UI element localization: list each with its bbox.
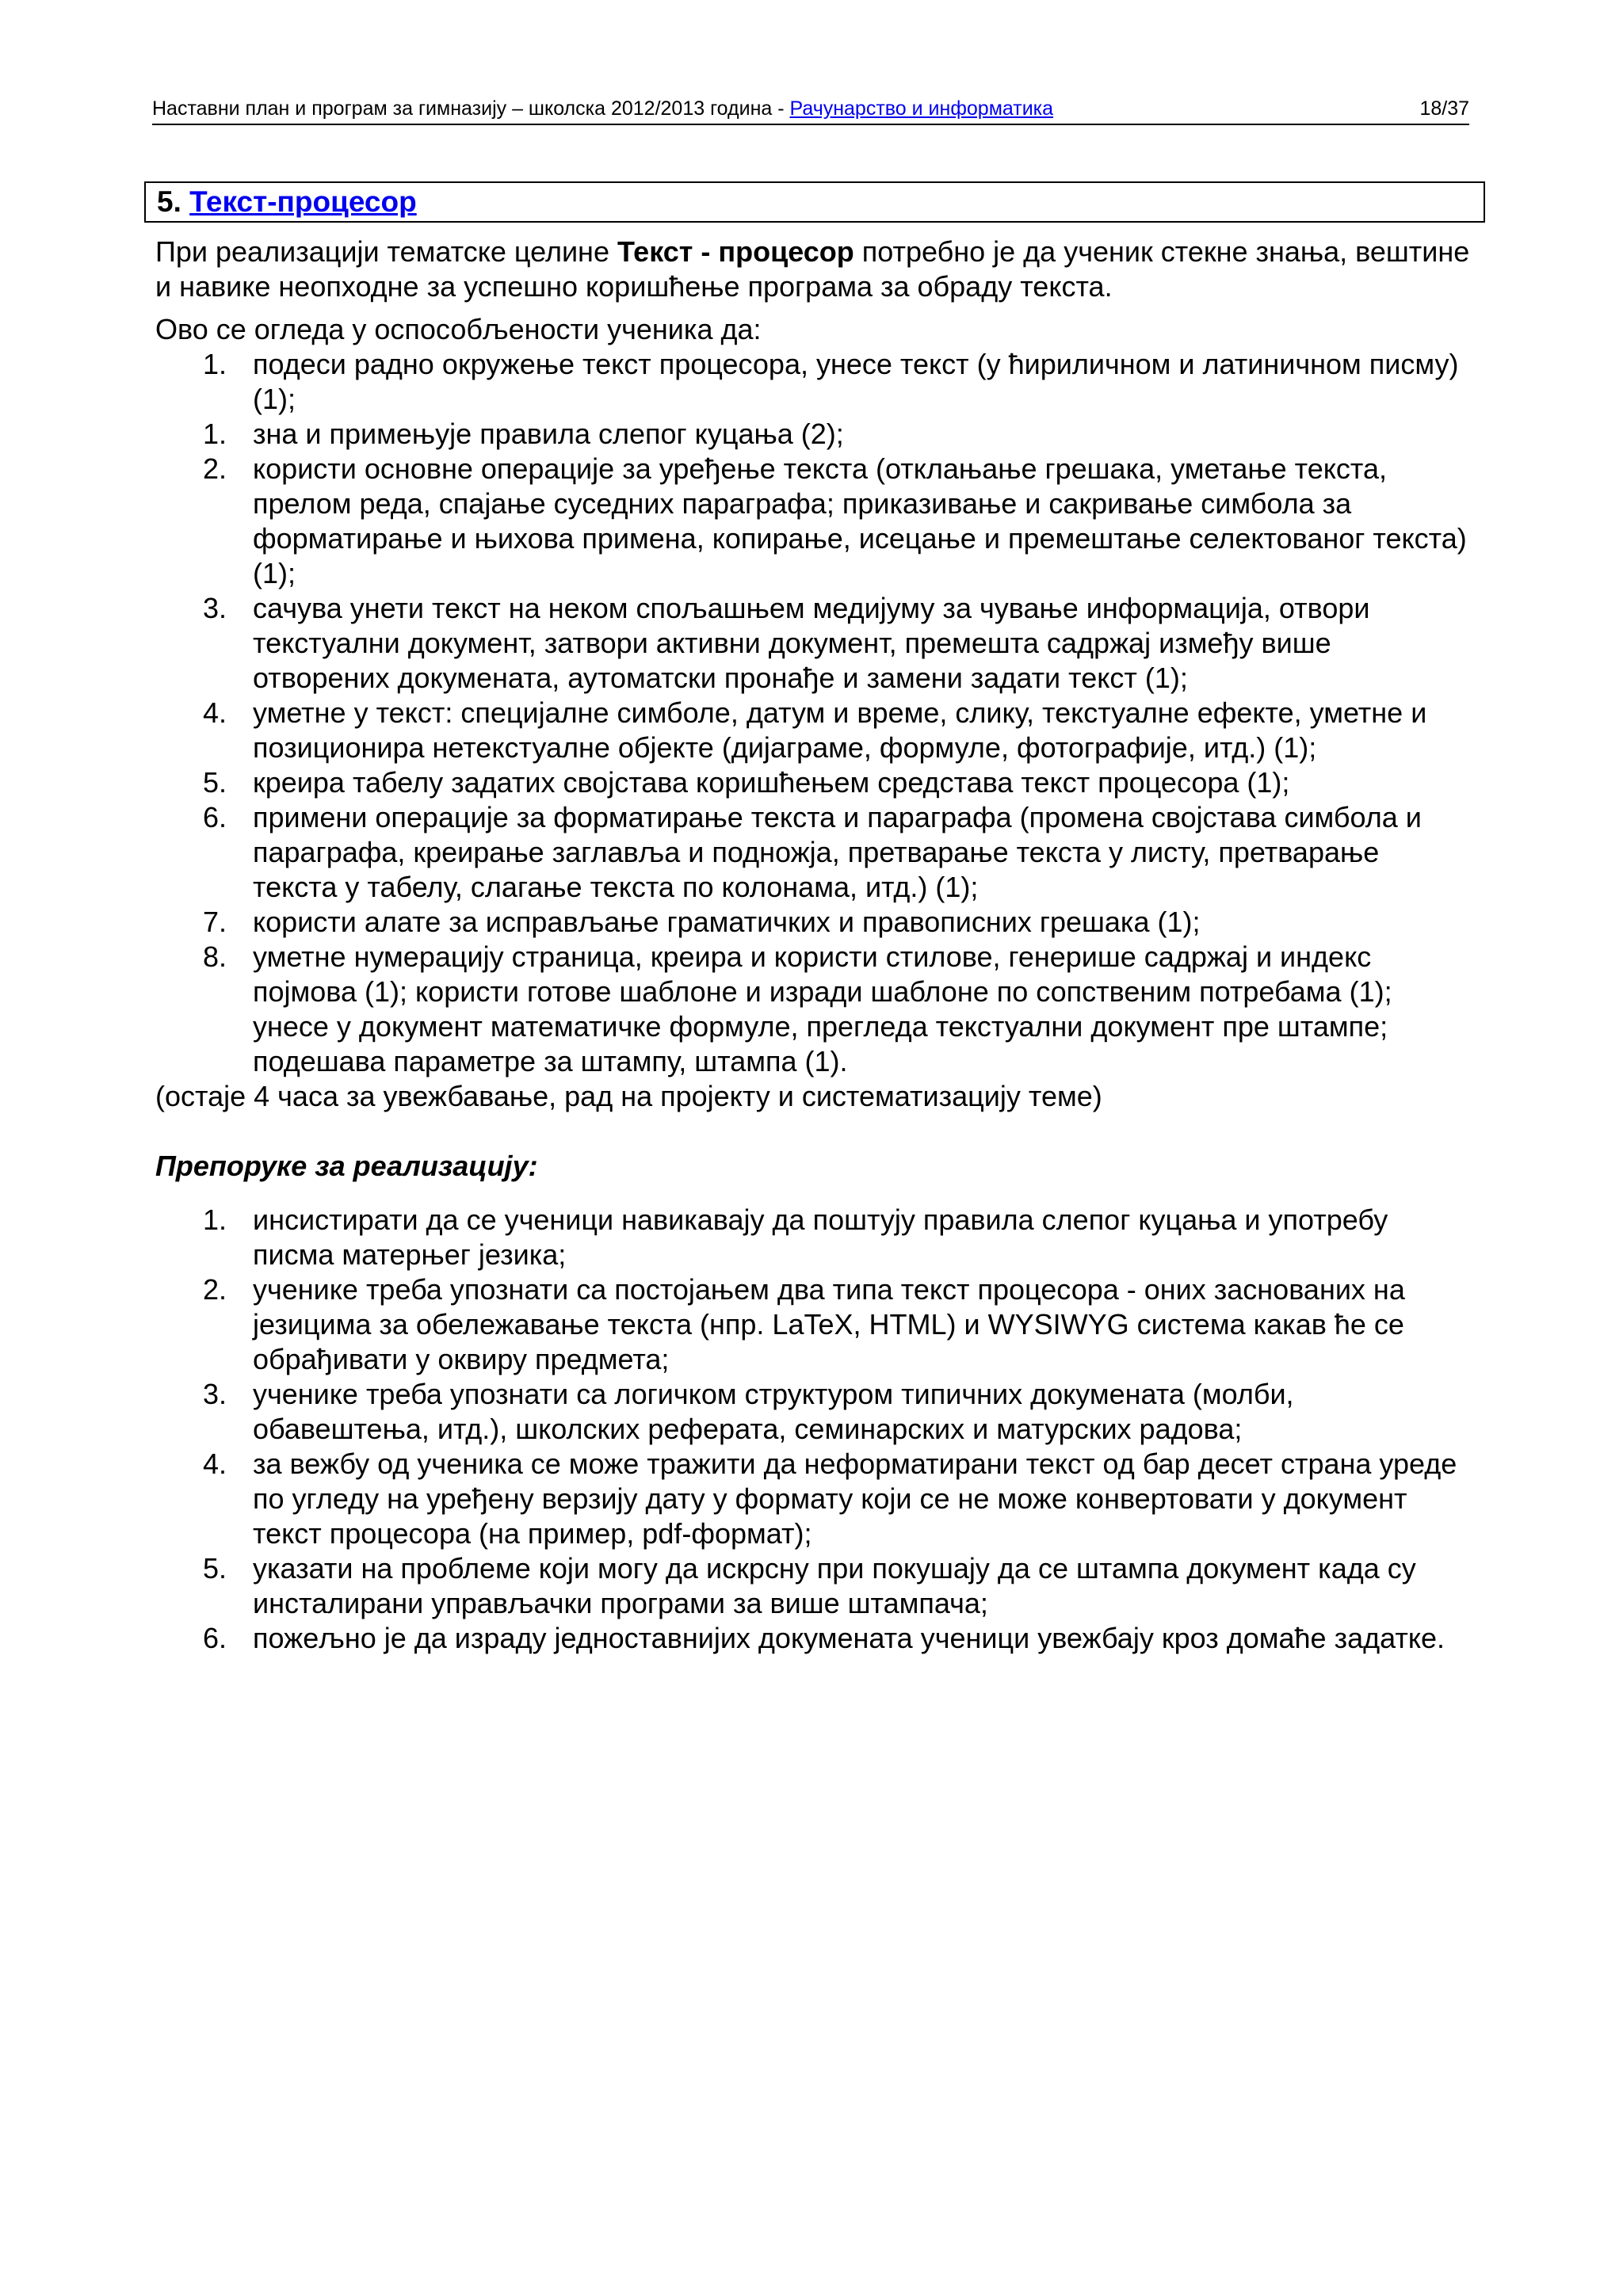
recommendation-item-number: 3.	[203, 1378, 227, 1410]
recommendation-item	[155, 1377, 1471, 1447]
goal-item	[155, 417, 1471, 452]
recommendation-item	[155, 1272, 1471, 1377]
goal-item-number: 6.	[203, 801, 227, 833]
goal-item	[155, 765, 1471, 800]
recommendation-item-number: 6.	[203, 1622, 227, 1654]
goal-item-text: зна и примењује правила слепог куцања (2);	[253, 418, 844, 450]
goal-item-text: подеси радно окружење текст процесора, унесе текст (у ћириличном и латиничном писму) (1);	[253, 348, 1459, 415]
goal-item	[155, 452, 1471, 591]
page-number: 18/37	[1419, 97, 1469, 120]
goal-item-number: 1.	[203, 348, 227, 380]
remainder-note: (остаје 4 часа за увежбавање, рад на пројекту и систематизацију теме)	[155, 1080, 1102, 1112]
goal-item-text: креира табелу задатих својстава коришћењем средстава текст процесора (1);	[253, 766, 1290, 799]
goal-item-number: 5.	[203, 766, 227, 799]
intro-text-start: При реализацији тематске целине	[155, 235, 617, 268]
recommendation-item	[155, 1447, 1471, 1551]
recommendation-item	[155, 1551, 1471, 1621]
intro-text-end: потребно је да ученик стекне знања, вештине и навике неопходне за успешно коришћење програма за обраду текста.	[155, 235, 1470, 303]
document-title	[152, 93, 1053, 124]
goal-item-text: примени операције за форматирање текста и параграфа (промена својстава симбола и параграфа, креирање заглавља и подножја, претварање текста у листу, претварање текста у табелу, слагање текста по колонама, итд.) (1);	[253, 801, 1422, 903]
goal-item	[155, 905, 1471, 940]
recommendation-item	[155, 1203, 1471, 1272]
recommendation-item-text: ученике треба упознати са логичком структуром типичних докумената (молби, обавештења, итд.), школских реферата, семинарских и матурских радова;	[253, 1378, 1294, 1445]
section-number: 5.	[157, 185, 181, 218]
recommendation-item-text: указати на проблеме који могу да искрсну при покушају да се штампа документ када су инсталирани управљачки програми за више штампача;	[253, 1552, 1416, 1619]
recommendation-item-text: пожељно је да израду једноставнијих докумената ученици увежбају кроз домаће задатке.	[253, 1622, 1445, 1654]
subject-link[interactable]: Рачунарство и информатика	[789, 97, 1054, 120]
recommendation-item-text: за вежбу од ученика се може тражити да неформатирани текст од бар десет страна уреде по угледу на уређену верзију дату у формату који се не може конвертовати у документ текст процесора (на пример, pdf-формат);	[253, 1447, 1457, 1550]
section-heading	[144, 181, 1485, 223]
goal-item-text: користи алате за исправљање граматичких и правописних грешака (1);	[253, 906, 1201, 938]
goal-item	[155, 347, 1471, 417]
recommendation-item-text: инсистирати да се ученици навикавају да поштују правила слепог куцања и употребу писма матерњег језика;	[253, 1203, 1388, 1271]
section-title-link[interactable]: Текст-процесор	[189, 185, 417, 218]
main-content	[155, 235, 1471, 1656]
goal-item-text: користи основне операције за уређење текста (отклањање грешака, уметање текста, прелом реда, спајање суседних параграфа; приказивање и сакривање симбола за форматирање и њихова примена, копирање, исецање и премештање селектованог текста) (1);	[253, 452, 1467, 589]
document-title-text: Наставни план и програм за гимназију – школска 2012/2013 година -	[152, 97, 790, 120]
intro-bold-term: Текст - процесор	[617, 235, 854, 268]
recommendation-item-number: 2.	[203, 1273, 227, 1306]
goal-item-text: уметне нумерацију страница, креира и користи стилове, генерише садржај и индекс појмова (1); користи готове шаблоне и изради шаблоне по сопственим потребама (1); унесе у документ математичке формуле, прегледа текстуални документ пре штампе; подешава параметре за штампу, штампа (1).	[253, 940, 1392, 1077]
goal-item-number: 3.	[203, 592, 227, 624]
goal-item	[155, 800, 1471, 905]
intro-paragraph	[155, 235, 1471, 304]
goal-item-number: 8.	[203, 940, 227, 973]
goal-item-number: 2.	[203, 452, 227, 485]
recommendation-item-text: ученике треба упознати са постојањем два типа текст процесора - оних заснованих на језицима за обележавање текста (нпр. LaTeX, HTML) и WYSIWYG система какав ће се обрађивати у оквиру предмета;	[253, 1273, 1405, 1375]
intro-second-line: Ово се огледа у оспособљености ученика да:	[155, 313, 762, 345]
goals-list	[155, 347, 1471, 1079]
recommendation-item-number: 1.	[203, 1203, 227, 1236]
goal-item-number: 1.	[203, 418, 227, 450]
goal-item	[155, 940, 1471, 1079]
goal-item-number: 7.	[203, 906, 227, 938]
goal-item-text: сачува унети текст на неком спољашњем медијуму за чување информација, отвори текстуални документ, затвори активни документ, премешта садржај између више отворених докумената, аутоматски пронађе и замени задати текст (1);	[253, 592, 1370, 694]
recommendation-item-number: 5.	[203, 1552, 227, 1585]
goal-item	[155, 591, 1471, 696]
goal-item-number: 4.	[203, 696, 227, 729]
page-header	[152, 93, 1469, 125]
recommendation-item-number: 4.	[203, 1447, 227, 1480]
goal-item-text: уметне у текст: специјалне симболе, датум и време, слику, текстуалне ефекте, уметне и позиционира нетекстуалне објекте (дијаграме, формуле, фотографије, итд.) (1);	[253, 696, 1427, 764]
recommendation-item	[155, 1621, 1471, 1656]
goal-item	[155, 696, 1471, 765]
recommendations-heading: Препоруке за реализацију:	[155, 1150, 538, 1182]
recommendations-list	[155, 1203, 1471, 1656]
